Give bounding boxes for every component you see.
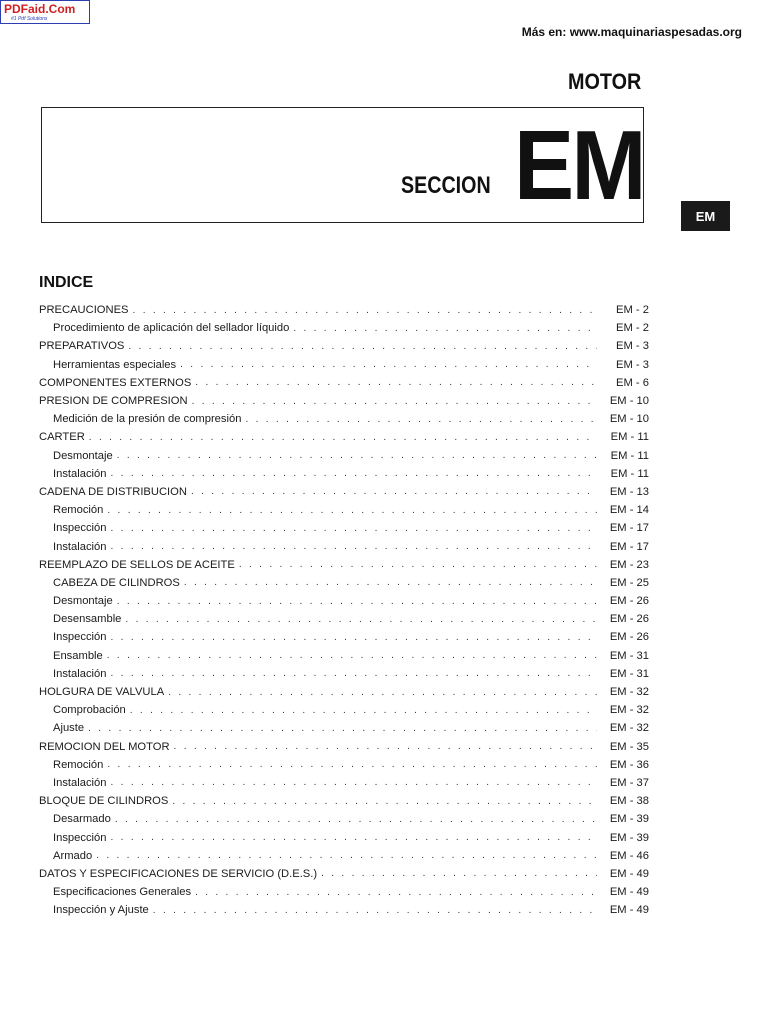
pdfaid-logo: PDFaid.Com	[4, 2, 76, 16]
toc-entry-page: EM - 26	[609, 595, 649, 608]
toc-entry-title: Medición de la presión de compresión	[53, 413, 242, 426]
toc-entry[interactable]	[39, 883, 649, 901]
section-code: EM	[514, 110, 644, 220]
page-title: MOTOR	[568, 69, 642, 94]
toc-dot-leader	[111, 832, 598, 843]
toc-entry-title: CARTER	[39, 431, 85, 444]
toc-entry[interactable]	[39, 301, 649, 319]
toc-entry-title: Herramientas especiales	[53, 358, 177, 371]
toc-entry[interactable]	[39, 465, 649, 483]
pdfaid-badge[interactable]	[0, 0, 90, 24]
toc-dot-leader	[117, 450, 597, 461]
toc-entry-title: Inspección y Ajuste	[53, 904, 149, 917]
toc-entry-title: PRESION DE COMPRESION	[39, 395, 188, 408]
toc-dot-leader	[130, 705, 597, 716]
toc-entry-page: EM - 17	[609, 522, 649, 535]
toc-entry-title: Remoción	[53, 758, 104, 771]
toc-entry-title: BLOQUE DE CILINDROS	[39, 795, 169, 808]
toc-dot-leader	[111, 523, 598, 534]
toc-entry-title: Remoción	[53, 504, 104, 517]
toc-entry-page: EM - 2	[616, 322, 649, 335]
toc-entry-title: Comprobación	[53, 704, 126, 717]
toc-entry-page: EM - 13	[609, 485, 649, 498]
toc-entry-page: EM - 14	[609, 504, 649, 517]
toc-dot-leader	[107, 650, 597, 661]
index-title: INDICE	[39, 274, 94, 291]
source-link[interactable]: Más en: www.maquinariaspesadas.org	[521, 25, 742, 39]
toc-entry-page: EM - 38	[609, 795, 649, 808]
toc-dot-leader	[321, 868, 597, 879]
toc-entry-page: EM - 23	[609, 558, 649, 571]
toc-dot-leader	[107, 759, 597, 770]
toc-dot-leader	[96, 850, 597, 861]
toc-entry-page: EM - 36	[609, 758, 649, 771]
toc-entry-title: Desmontaje	[53, 595, 113, 608]
toc-entry-page: EM - 49	[609, 886, 649, 899]
toc-entry-title: Ensamble	[53, 649, 103, 662]
toc-entry-page: EM - 39	[609, 813, 649, 826]
toc-dot-leader	[195, 377, 597, 388]
toc-entry-page: EM - 32	[609, 686, 649, 699]
toc-entry-title: Desarmado	[53, 813, 111, 826]
pdfaid-tagline: #1 Pdf Solutions	[11, 16, 48, 22]
toc-dot-leader	[168, 687, 597, 698]
toc-entry-page: EM - 32	[609, 722, 649, 735]
toc-dot-leader	[174, 741, 597, 752]
toc-entry-page: EM - 35	[609, 740, 649, 753]
toc-entry-title: COMPONENTES EXTERNOS	[39, 376, 192, 389]
toc-entry-title: Desmontaje	[53, 449, 113, 462]
toc-entry[interactable]	[39, 537, 649, 555]
toc-entry-page: EM - 11	[610, 431, 649, 444]
toc-dot-leader	[107, 505, 597, 516]
table-of-contents	[39, 301, 649, 919]
toc-entry[interactable]	[39, 865, 649, 883]
toc-dot-leader	[111, 541, 598, 552]
toc-entry[interactable]	[39, 665, 649, 683]
toc-entry-title: CADENA DE DISTRIBUCION	[39, 485, 187, 498]
toc-entry-title: Instalación	[53, 540, 107, 553]
toc-entry[interactable]	[39, 683, 649, 701]
toc-entry[interactable]	[39, 592, 649, 610]
toc-entry-title: Instalación	[53, 776, 107, 789]
toc-entry-page: EM - 25	[609, 576, 649, 589]
toc-entry-title: Inspección	[53, 631, 107, 644]
toc-entry[interactable]	[39, 774, 649, 792]
toc-entry[interactable]	[39, 447, 649, 465]
toc-entry[interactable]	[39, 901, 649, 919]
toc-dot-leader	[191, 486, 597, 497]
toc-dot-leader	[111, 777, 598, 788]
toc-dot-leader	[133, 305, 597, 316]
toc-entry-page: EM - 11	[610, 467, 649, 480]
toc-dot-leader	[111, 668, 598, 679]
toc-dot-leader	[192, 396, 597, 407]
toc-entry-page: EM - 2	[616, 304, 649, 317]
toc-entry-page: EM - 49	[609, 904, 649, 917]
toc-dot-leader	[111, 632, 598, 643]
toc-dot-leader	[153, 905, 597, 916]
section-side-tab[interactable]: EM	[681, 201, 730, 231]
toc-entry-title: Instalación	[53, 667, 107, 680]
toc-entry-title: Desensamble	[53, 613, 122, 626]
toc-entry-title: Especificaciones Generales	[53, 886, 192, 899]
toc-entry-page: EM - 10	[609, 395, 649, 408]
toc-entry-page: EM - 26	[609, 613, 649, 626]
toc-entry-page: EM - 31	[609, 649, 649, 662]
toc-entry[interactable]	[39, 738, 649, 756]
toc-entry[interactable]	[39, 428, 649, 446]
toc-entry-title: PREPARATIVOS	[39, 340, 125, 353]
toc-entry-page: EM - 3	[616, 340, 649, 353]
toc-entry-page: EM - 26	[609, 631, 649, 644]
toc-entry-title: HOLGURA DE VALVULA	[39, 686, 165, 699]
toc-entry-title: Instalación	[53, 467, 107, 480]
toc-entry-page: EM - 17	[609, 540, 649, 553]
toc-entry[interactable]	[39, 719, 649, 737]
toc-entry-page: EM - 32	[609, 704, 649, 717]
toc-entry[interactable]	[39, 574, 649, 592]
toc-entry[interactable]	[39, 701, 649, 719]
toc-dot-leader	[88, 723, 597, 734]
toc-entry-page: EM - 37	[609, 776, 649, 789]
toc-entry-page: EM - 49	[609, 867, 649, 880]
toc-dot-leader	[128, 341, 597, 352]
toc-entry-title: Inspección	[53, 522, 107, 535]
toc-dot-leader	[195, 887, 597, 898]
toc-entry[interactable]	[39, 519, 649, 537]
toc-dot-leader	[245, 414, 597, 425]
toc-entry[interactable]	[39, 337, 649, 355]
toc-entry[interactable]	[39, 392, 649, 410]
toc-entry[interactable]	[39, 483, 649, 501]
toc-dot-leader	[184, 577, 597, 588]
toc-entry-page: EM - 11	[610, 449, 649, 462]
toc-entry-page: EM - 31	[609, 667, 649, 680]
toc-entry-title: Armado	[53, 849, 93, 862]
toc-entry-title: PRECAUCIONES	[39, 304, 129, 317]
toc-entry[interactable]	[39, 501, 649, 519]
toc-entry-page: EM - 3	[616, 358, 649, 371]
toc-dot-leader	[239, 559, 597, 570]
toc-dot-leader	[115, 814, 597, 825]
toc-entry[interactable]	[39, 847, 649, 865]
toc-entry-title: Procedimiento de aplicación del sellador líquido	[53, 322, 290, 335]
toc-dot-leader	[117, 596, 597, 607]
toc-entry[interactable]	[39, 374, 649, 392]
toc-dot-leader	[180, 359, 597, 370]
toc-dot-leader	[89, 432, 597, 443]
toc-dot-leader	[111, 468, 598, 479]
toc-entry[interactable]	[39, 356, 649, 374]
toc-entry[interactable]	[39, 647, 649, 665]
toc-entry[interactable]	[39, 610, 649, 628]
toc-entry-title: REEMPLAZO DE SELLOS DE ACEITE	[39, 558, 235, 571]
toc-entry[interactable]	[39, 828, 649, 846]
section-label: SECCION	[401, 172, 491, 199]
toc-entry[interactable]	[39, 556, 649, 574]
toc-entry-page: EM - 6	[616, 376, 649, 389]
toc-entry[interactable]	[39, 410, 649, 428]
toc-entry-title: Ajuste	[53, 722, 85, 735]
toc-entry[interactable]	[39, 628, 649, 646]
toc-dot-leader	[293, 323, 597, 334]
toc-entry-title: CABEZA DE CILINDROS	[53, 576, 180, 589]
toc-entry-title: REMOCION DEL MOTOR	[39, 740, 170, 753]
toc-dot-leader	[125, 614, 597, 625]
toc-entry[interactable]	[39, 792, 649, 810]
toc-entry-title: Inspección	[53, 831, 107, 844]
toc-entry[interactable]	[39, 756, 649, 774]
toc-entry-page: EM - 46	[609, 849, 649, 862]
toc-dot-leader	[172, 796, 597, 807]
toc-entry-title: DATOS Y ESPECIFICACIONES DE SERVICIO (D.E.S.)	[39, 867, 318, 880]
toc-entry[interactable]	[39, 810, 649, 828]
toc-entry[interactable]	[39, 319, 649, 337]
toc-entry-page: EM - 10	[609, 413, 649, 426]
toc-entry-page: EM - 39	[609, 831, 649, 844]
